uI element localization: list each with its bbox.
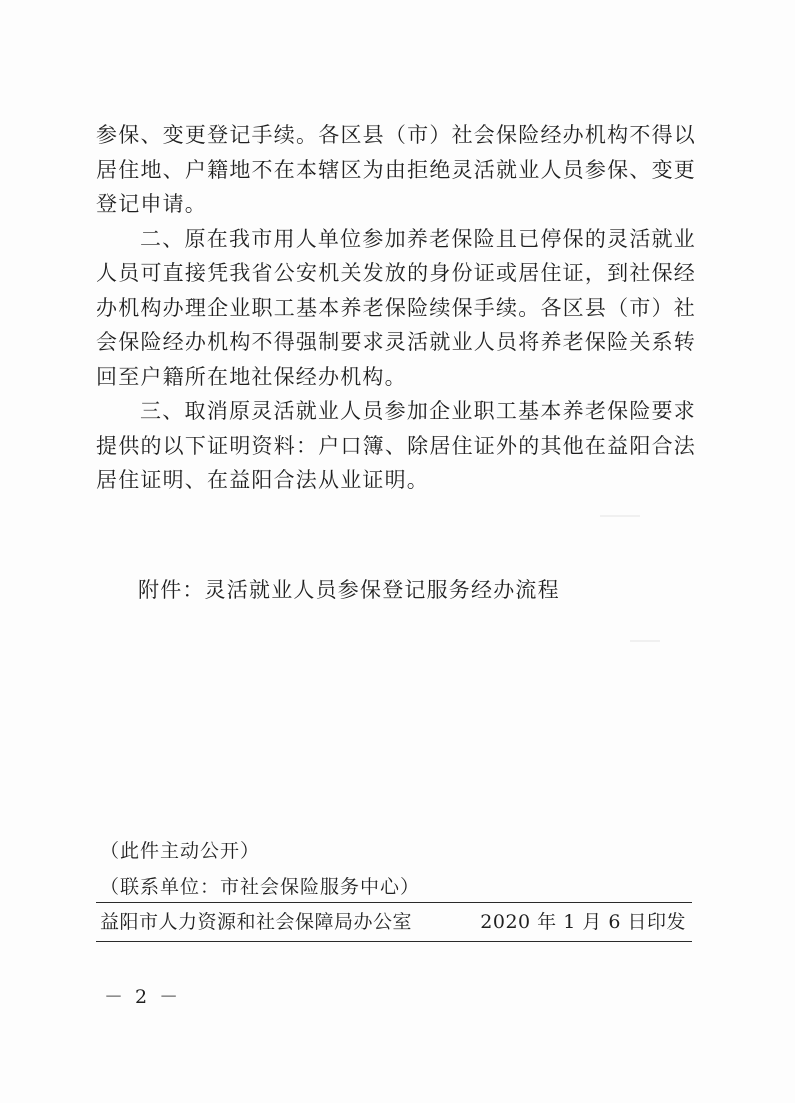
issuing-office: 益阳市人力资源和社会保障局办公室 <box>100 911 413 933</box>
page-number: － 2 － <box>104 986 182 1008</box>
paragraph-item-3: 三、取消原灵活就业人员参加企业职工基本养老保险要求提供的以下证明资料：户口簿、除居住证外的其他在益阳合法居住证明、在益阳合法从业证明。 <box>96 399 696 492</box>
issue-date: 2020 年 1 月 6 日印发 <box>480 911 686 933</box>
disclosure-note: （此件主动公开） <box>100 840 261 862</box>
paragraph-item-2: 二、原在我市用人单位参加养老保险且已停保的灵活就业人员可直接凭我省公安机关发放的身份证或居住证，到社保经办机构办理企业职工基本养老保险续保手续。各区县（市）社会保险经办机构不得强制要求灵活就业人员将养老保险关系转回至户籍所在地社保经办机构。 <box>96 226 696 389</box>
paragraph-continuation: 参保、变更登记手续。各区县（市）社会保险经办机构不得以居住地、户籍地不在本辖区为由拒绝灵活就业人员参保、变更登记申请。 <box>96 123 696 216</box>
attachment-line: 附件：灵活就业人员参保登记服务经办流程 <box>138 578 560 602</box>
document-body <box>96 118 696 498</box>
issuance-footer <box>96 906 692 938</box>
footer-bottom-rule <box>96 941 692 942</box>
scan-artifact <box>630 640 660 642</box>
contact-note: （联系单位：市社会保险服务中心） <box>100 876 421 898</box>
scan-artifact <box>600 515 640 517</box>
footer-top-rule <box>96 902 692 903</box>
